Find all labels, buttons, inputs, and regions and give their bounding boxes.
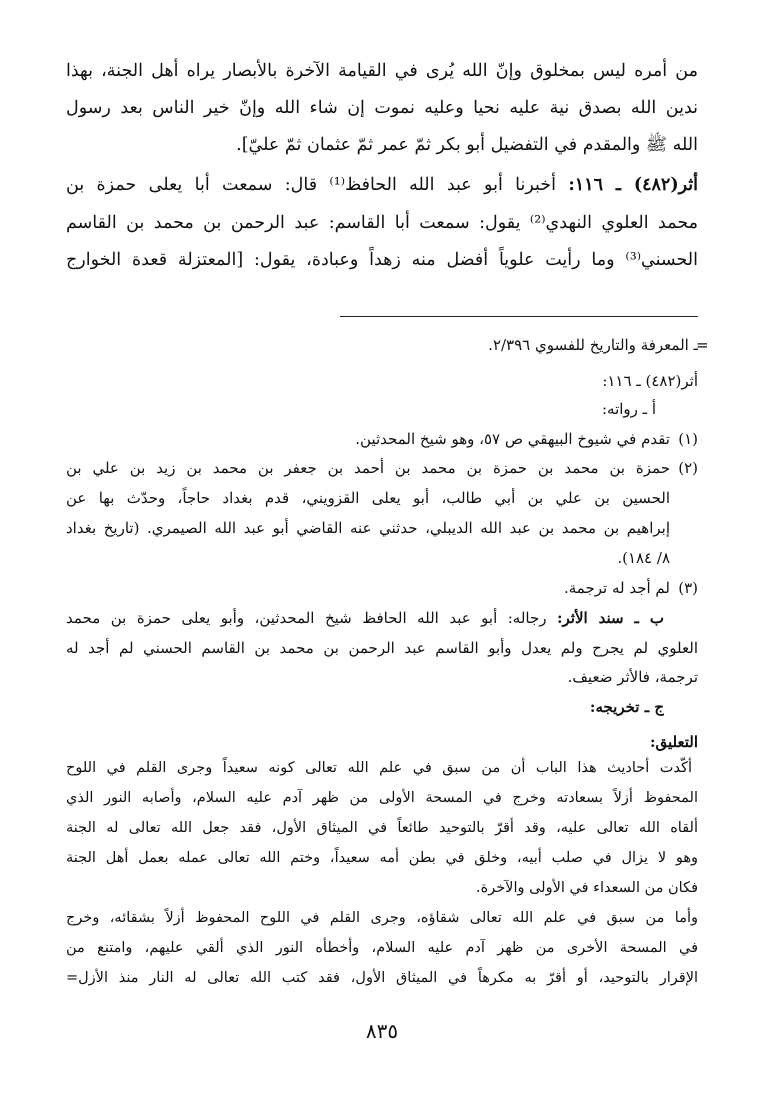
sanad-label: ب ـ سند الأثر: <box>556 609 664 627</box>
main-text-line: الله ﷺ والمقدم في التفضيل أبو بكر ثمّ عمر ثمّ عثمان ثمّ عليّ]. <box>236 135 698 155</box>
commentary-line: الإقرار بالتوحيد، أو أقرّ به مكرهاً في الميثاق الأول، فقد كتب الله تعالى له النار منذ الأزل= <box>66 970 698 986</box>
takhrij-label: ج ـ تخريجه: <box>589 698 664 716</box>
footnote-text: إبراهيم بن محمد بن عبد الله الديبلي، حدثني عنه القاضي أبو عبد الله الصيمري. (تاريخ بغداد <box>66 519 670 537</box>
commentary-line: فكان من السعداء في الأولى والآخرة. <box>476 880 698 896</box>
sanad-line: العلوي لم يجرح ولم يعدل وأبو القاسم عبد الرحمن بن محمد بن القاسم الحسني لم أجد له <box>66 639 698 657</box>
footnote-text: تقدم في شيوخ البيهقي ص ٥٧، وهو شيخ المحدثين. <box>355 430 670 448</box>
page-number: ٨٣٥ <box>365 1019 399 1043</box>
footnote-athar-heading: أثر(٤٨٢) ـ ١١٦: <box>602 372 698 390</box>
footnote-text: الحسين بن علي بن أبي طالب، أبو يعلى القزويني، قدم بغداد حاجاً، وحدّث بها عن <box>66 489 670 507</box>
footnote-text: ٨/ ١٨٤). <box>617 549 670 567</box>
commentary-line: وهو لا يزال في صلب أبيه، وخلق في بطن أمه سعيداً، وختم الله تعالى عمله بعمل أهل الجنة <box>66 850 698 866</box>
athar-text: أخبرنا أبو عبد الله الحافظ⁽¹⁾ قال: سمعت أبا يعلى حمزة بن <box>66 175 556 195</box>
commentary-heading <box>66 729 698 755</box>
footnote-number: (٢) <box>678 459 698 477</box>
commentary-line: في المسحة الأخرى من ظهر آدم عليه السلام، وأخطأه النور الذي ألقي عليهم، وامتنع من <box>66 940 698 956</box>
athar-line: الحسني⁽³⁾ وما رأيت علوياً أفضل منه زهداً وعبادة، يقول: [المعتزلة قعدة الخوارج <box>66 250 698 270</box>
footnote-text: حمزة بن محمد بن حمزة بن محمد بن أحمد بن جعفر بن محمد بن زيد بن علي بن <box>66 459 670 477</box>
commentary-line: أكّدت أحاديث هذا الباب أن من سبق في علم الله تعالى كونه سعيداً وجرى القلم في اللوح <box>66 760 692 776</box>
sanad-text: رجاله: أبو عبد الله الحافظ شيخ المحدثين، وأبو يعلى حمزة بن محمد <box>66 609 547 627</box>
footnote-separator <box>340 316 698 317</box>
narrators-heading: أ ـ رواته: <box>601 400 656 418</box>
athar-label: أثر(٤٨٢) ـ ١١٦: <box>568 175 698 195</box>
commentary-line: المحفوظ أزلاً بسعادته وخرج في المسحة الأولى من ظهر آدم عليه السلام، وأصابه النور الذي <box>66 790 698 806</box>
commentary-line: ألقاه الله تعالى عليه، وقد أقرّ بالتوحيد طائعاً في الميثاق الأول، فقد جعل الله تعالى له الجنة <box>66 820 698 836</box>
sanad-line: ترجمة، فالأثر ضعيف. <box>567 668 698 686</box>
footnote-continuation: ـ المعرفة والتاريخ للفسوي ٢/٣٩٦. <box>488 336 698 354</box>
commentary-line: وأما من سبق في علم الله تعالى شقاؤه، وجرى القلم في اللوح المحفوظ أزلاً بشقائه، وخرج <box>66 910 698 926</box>
main-text-line: ندين الله بصدق نية عليه نحيا وعليه نموت إن شاء الله وإنّ خير الناس بعد رسول <box>66 98 698 118</box>
athar-line <box>66 168 698 202</box>
main-text-line: من أمره ليس بمخلوق وإنّ الله يُرى في القيامة الآخرة بالأبصار يراه أهل الجنة، بهذا <box>66 61 698 81</box>
footnote-number: (٣) <box>678 579 698 597</box>
commentary-label: التعليق: <box>649 733 698 751</box>
sanad-line <box>66 605 664 631</box>
footnote-number: (١) <box>678 430 698 448</box>
takhrij-heading <box>66 694 664 720</box>
continuation-mark: = <box>696 336 709 354</box>
footnote-text: لم أجد له ترجمة. <box>564 579 670 597</box>
athar-line: محمد العلوي النهدي⁽²⁾ يقول: سمعت أبا القاسم: عبد الرحمن بن محمد بن القاسم <box>66 213 698 233</box>
